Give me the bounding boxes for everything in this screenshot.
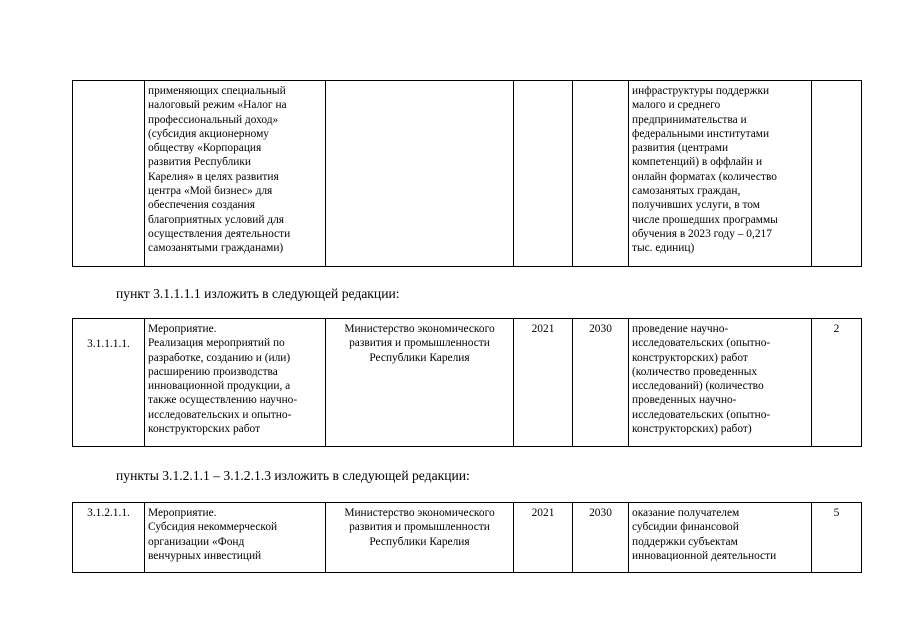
indicator-cell — [629, 503, 812, 573]
indicator-line: конструкторских) работ) — [632, 423, 752, 436]
end-year-cell: 2030 — [573, 319, 629, 447]
executor-line: Республики Карелия — [369, 351, 470, 364]
text-line: применяющих специальный — [148, 85, 286, 97]
value-cell — [812, 81, 862, 267]
indicator-line: субсидии финансовой — [632, 521, 739, 534]
text-line: организации «Фонд — [148, 535, 245, 548]
indicator-line: получивших услуги, в том — [632, 199, 760, 212]
item-number-cell — [73, 319, 145, 447]
table-continuation — [72, 80, 862, 267]
text-line: Мероприятие. — [148, 323, 217, 335]
indicator-line: компетенций) в оффлайн и — [632, 156, 763, 169]
end-year-cell: 2030 — [573, 503, 629, 573]
table-item-3-1-1-1-1 — [72, 318, 862, 447]
instruction-paragraph: пункты 3.1.2.1.1 – 3.1.2.1.3 изложить в следующей редакции: — [116, 468, 470, 483]
item-number-cell — [73, 81, 145, 267]
indicator-line: проведение научно- — [632, 323, 729, 335]
indicator-line: поддержки субъектам — [632, 535, 738, 548]
indicator-line: развития (центрами — [632, 142, 729, 155]
start-year-cell: 2021 — [514, 319, 573, 447]
text-line: также осуществлению научно- — [148, 394, 298, 407]
indicator-line: малого и среднего — [632, 99, 721, 112]
indicator-cell — [629, 81, 812, 267]
item-description-cell — [145, 319, 326, 447]
instruction-paragraph: пункт 3.1.1.1.1 изложить в следующей редакции: — [116, 286, 400, 301]
executor-cell — [326, 81, 514, 267]
indicator-line: оказание получателем — [632, 507, 740, 519]
value-cell: 2 — [812, 319, 862, 447]
indicator-cell — [629, 319, 812, 447]
text-line: развития Республики — [148, 156, 252, 169]
executor-line: Министерство экономического — [344, 507, 495, 519]
text-line: инновационной продукции, а — [148, 380, 291, 393]
value-cell: 5 — [812, 503, 862, 573]
text-line: Реализация мероприятий по — [148, 337, 285, 350]
indicator-line: предпринимательства и — [632, 113, 747, 126]
indicator-line: проведенных научно- — [632, 394, 737, 407]
text-line: обеспечения создания — [148, 199, 255, 212]
indicator-line: обучения в 2023 году – 0,217 — [632, 227, 772, 240]
text-line: благоприятных условий для — [148, 213, 284, 226]
text-line: разработке, созданию и (или) — [148, 351, 291, 364]
executor-line: Республики Карелия — [369, 535, 470, 548]
indicator-line: числе прошедших программы — [632, 213, 778, 226]
start-year-cell — [514, 81, 573, 267]
indicator-line: конструкторских) работ — [632, 351, 748, 364]
indicator-line: (количество проведенных — [632, 365, 758, 378]
indicator-line: исследовательских (опытно- — [632, 408, 771, 421]
indicator-line: онлайн форматах (количество — [632, 170, 777, 183]
text-line: налоговый режим «Налог на — [148, 99, 287, 112]
executor-cell — [326, 319, 514, 447]
text-line: обществу «Корпорация — [148, 142, 262, 155]
start-year-cell: 2021 — [514, 503, 573, 573]
executor-line: развития и промышленности — [349, 521, 490, 534]
item-number: 3.1.1.1.1. — [87, 338, 130, 350]
text-line: осуществления деятельности — [148, 227, 291, 240]
text-line: (субсидия акционерному — [148, 127, 269, 140]
table-row — [73, 319, 862, 447]
indicator-line: самозанятых граждан, — [632, 185, 741, 198]
table-item-3-1-2-1-1 — [72, 502, 862, 573]
text-line: Карелия» в целях развития — [148, 170, 279, 183]
text-line: самозанятыми гражданами) — [148, 242, 284, 255]
text-line: исследовательских и опытно- — [148, 408, 292, 421]
text-line: профессиональный доход» — [148, 113, 279, 126]
indicator-line: тыс. единиц) — [632, 242, 695, 255]
executor-line: развития и промышленности — [349, 337, 490, 350]
indicator-line: исследований) (количество — [632, 380, 764, 393]
text-line: конструкторских работ — [148, 423, 261, 436]
executor-line: Министерство экономического — [344, 323, 495, 335]
item-number-cell: 3.1.2.1.1. — [73, 503, 145, 573]
text-line: Субсидия некоммерческой — [148, 521, 278, 534]
text-line: центра «Мой бизнес» для — [148, 185, 273, 198]
text-line: венчурных инвестиций — [148, 549, 262, 562]
executor-cell — [326, 503, 514, 573]
indicator-line: инфраструктуры поддержки — [632, 85, 770, 97]
table-row — [73, 81, 862, 267]
text-line: Мероприятие. — [148, 507, 217, 519]
indicator-line: исследовательских (опытно- — [632, 337, 771, 350]
table-row — [73, 503, 862, 573]
item-description-cell — [145, 503, 326, 573]
indicator-line: федеральными институтами — [632, 127, 770, 140]
end-year-cell — [573, 81, 629, 267]
text-line: расширению производства — [148, 365, 278, 378]
indicator-line: инновационной деятельности — [632, 549, 777, 562]
item-description-cell — [145, 81, 326, 267]
